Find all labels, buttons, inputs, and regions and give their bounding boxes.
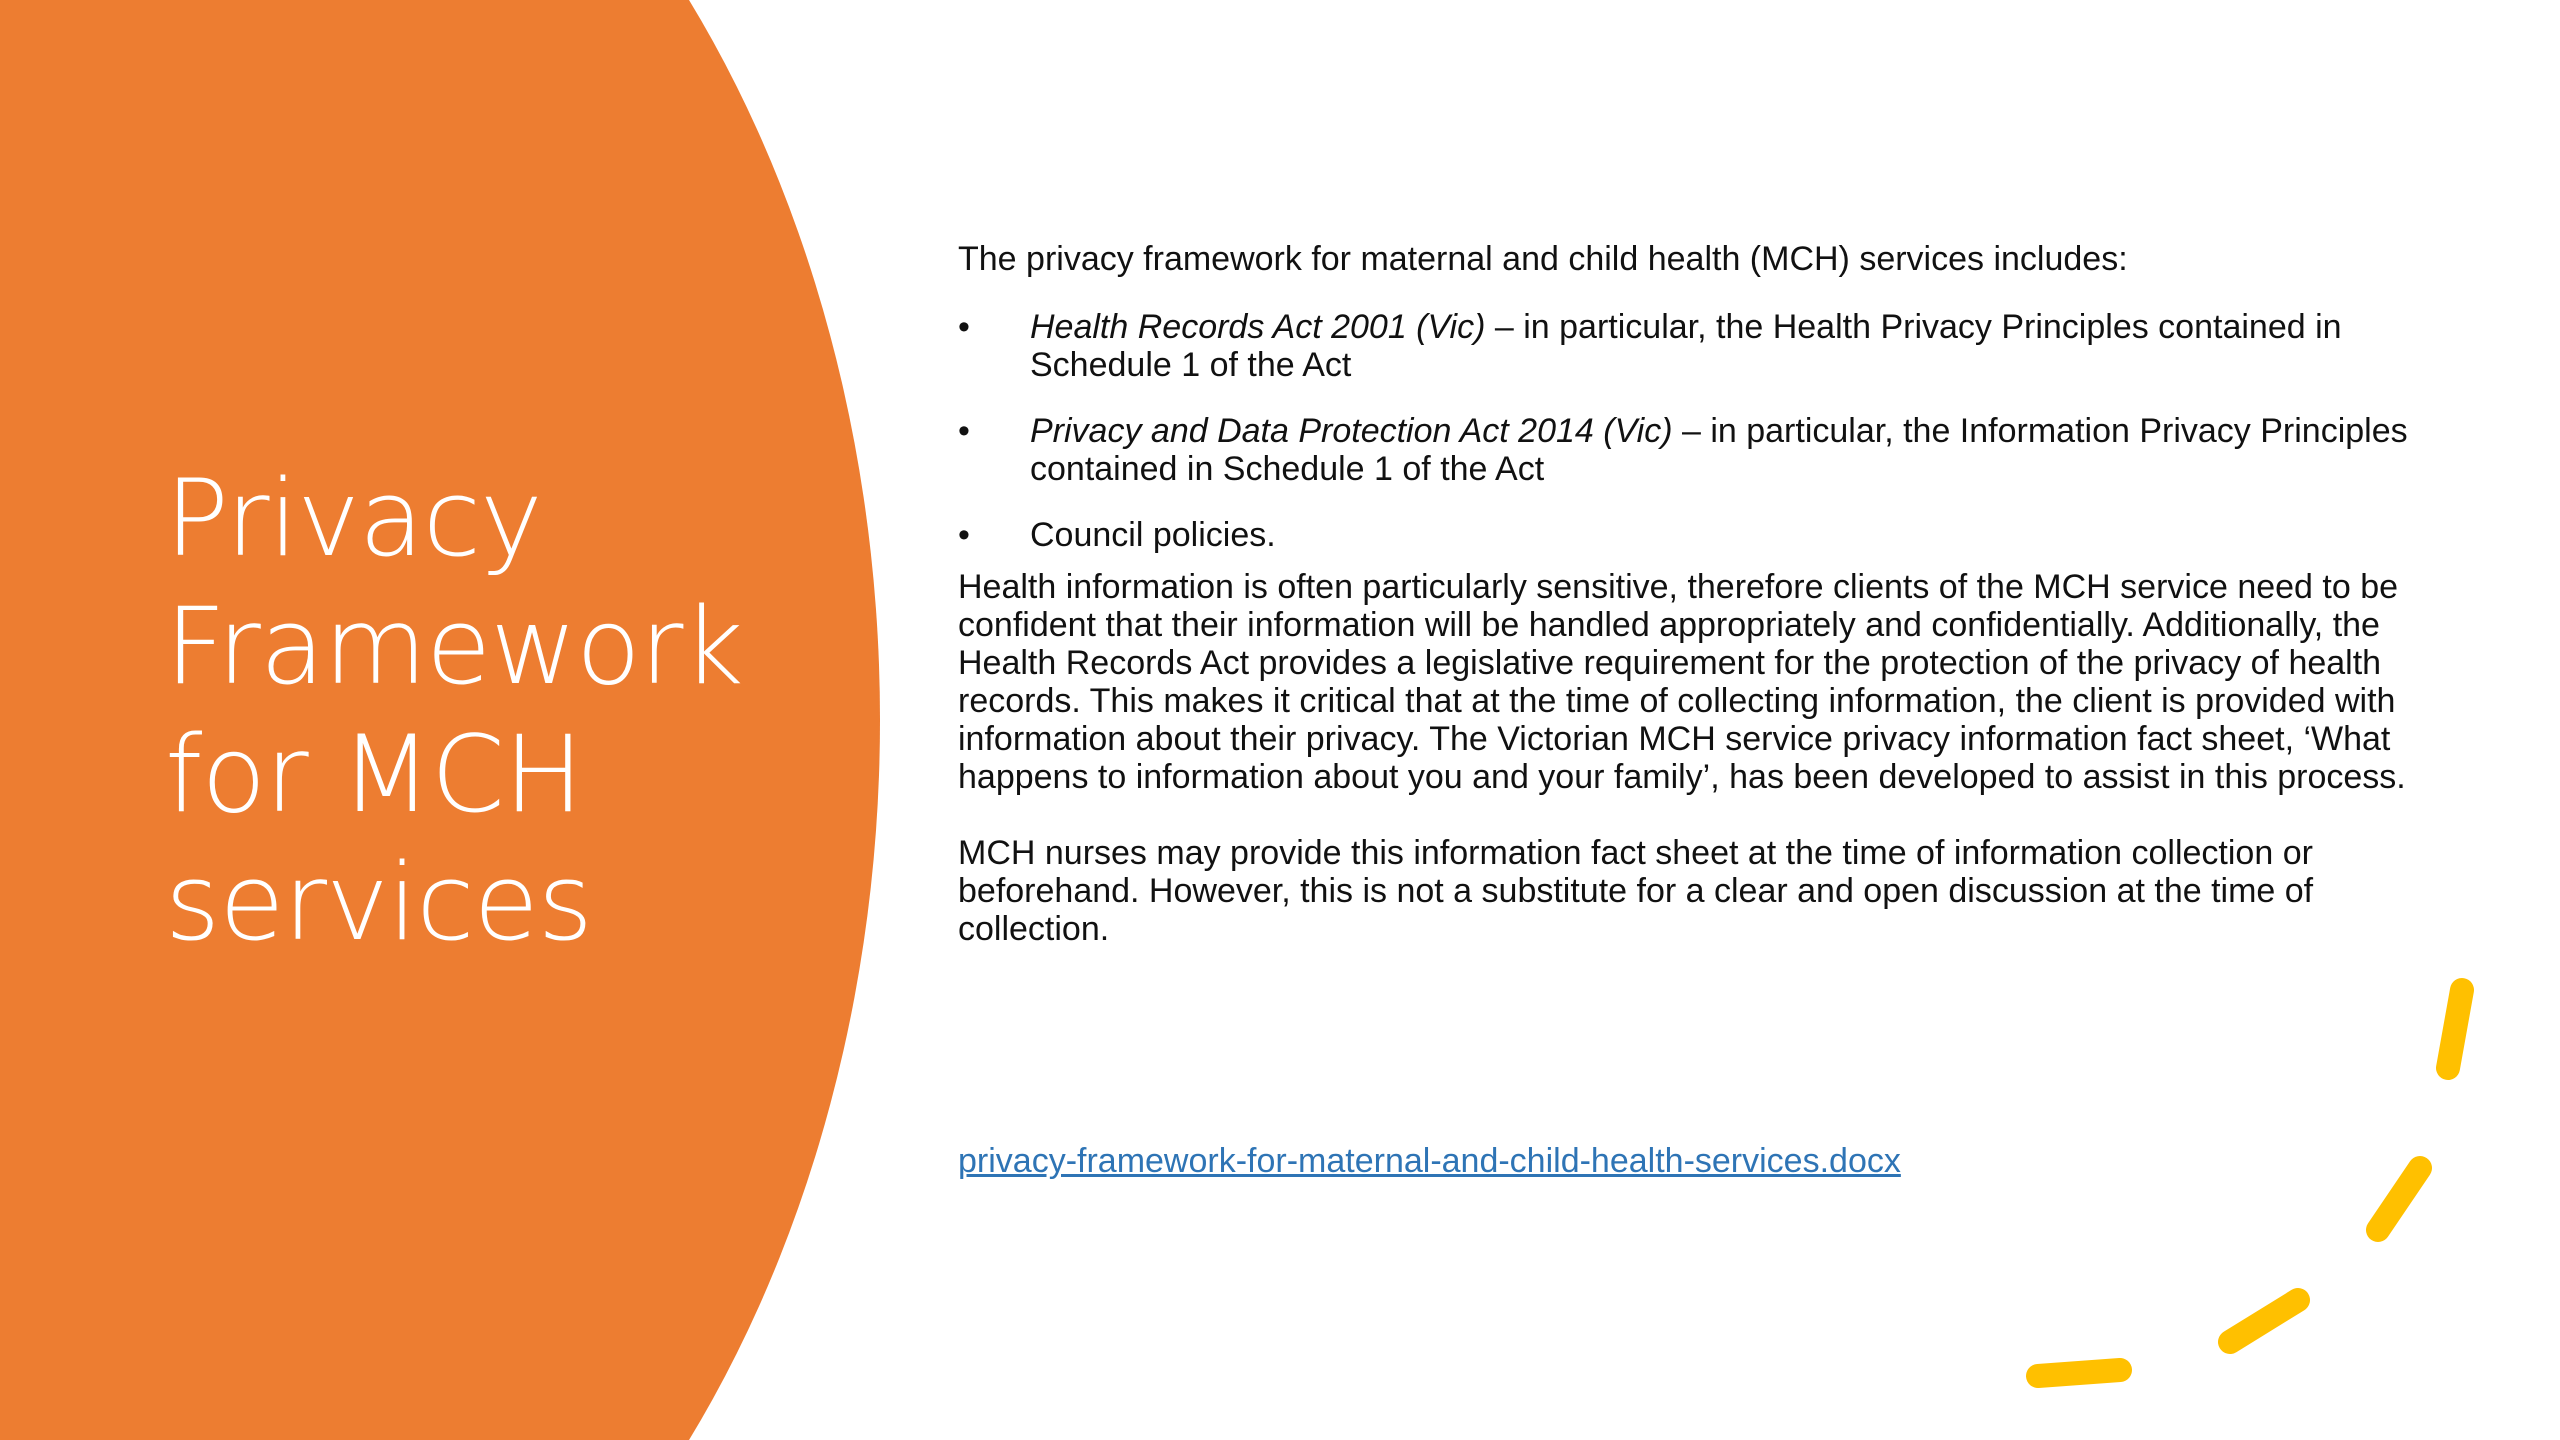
list-item (958, 516, 2408, 554)
intro-text: The privacy framework for maternal and child health (MCH) services includes: (958, 240, 2128, 278)
bullet-dot-icon: • (958, 308, 970, 346)
arc-dash (2378, 1168, 2420, 1230)
list-item-text: – in particular, the Information Privacy Principles contained in Schedule 1 of the Act (1030, 412, 2408, 488)
slide-body (958, 240, 2408, 948)
bullet-dot-icon: • (958, 516, 970, 554)
list-item-text: Council policies. (1030, 516, 1276, 554)
body-paragraph: Health information is often particularly sensitive, therefore clients of the MCH service need to be confident that their information will be handled appropriately and confidentially. Additionally, the Health Records Act provides a legislative requirement for the protection of the privacy of health records. This makes it critical that at the time of collecting information, the client is provided with information about their privacy. The Victorian MCH service privacy information fact sheet, ‘What happens to information about you and your family’, has been developed to assist in this process. (958, 568, 2406, 796)
list-item (958, 308, 2408, 384)
arc-dash (2038, 1370, 2120, 1376)
title-line: Privacy (165, 457, 542, 580)
title-line: for MCH (165, 713, 583, 836)
dashed-arc-decoration (1980, 960, 2500, 1400)
title-line: Framework (165, 585, 743, 708)
body-paragraph: MCH nurses may provide this information fact sheet at the time of information collection or beforehand. However, this is not a substitute for a clear and open discussion at the time of collection. (958, 834, 2314, 948)
act-name: Health Records Act 2001 (Vic) (1030, 308, 1486, 346)
arc-dash (2230, 1300, 2298, 1342)
document-link-container (958, 1142, 1901, 1180)
slide-title (165, 455, 785, 967)
arc-dash (2448, 990, 2462, 1068)
bullet-dot-icon: • (958, 412, 970, 450)
list-item-text: – in particular, the Health Privacy Principles contained in Schedule 1 of the Act (1030, 308, 2342, 384)
bullet-list (958, 308, 2408, 554)
title-line: services (165, 841, 592, 964)
act-name: Privacy and Data Protection Act 2014 (Vic) (1030, 412, 1673, 450)
document-link[interactable]: privacy-framework-for-maternal-and-child-health-services.docx (958, 1142, 1901, 1180)
list-item (958, 412, 2408, 488)
